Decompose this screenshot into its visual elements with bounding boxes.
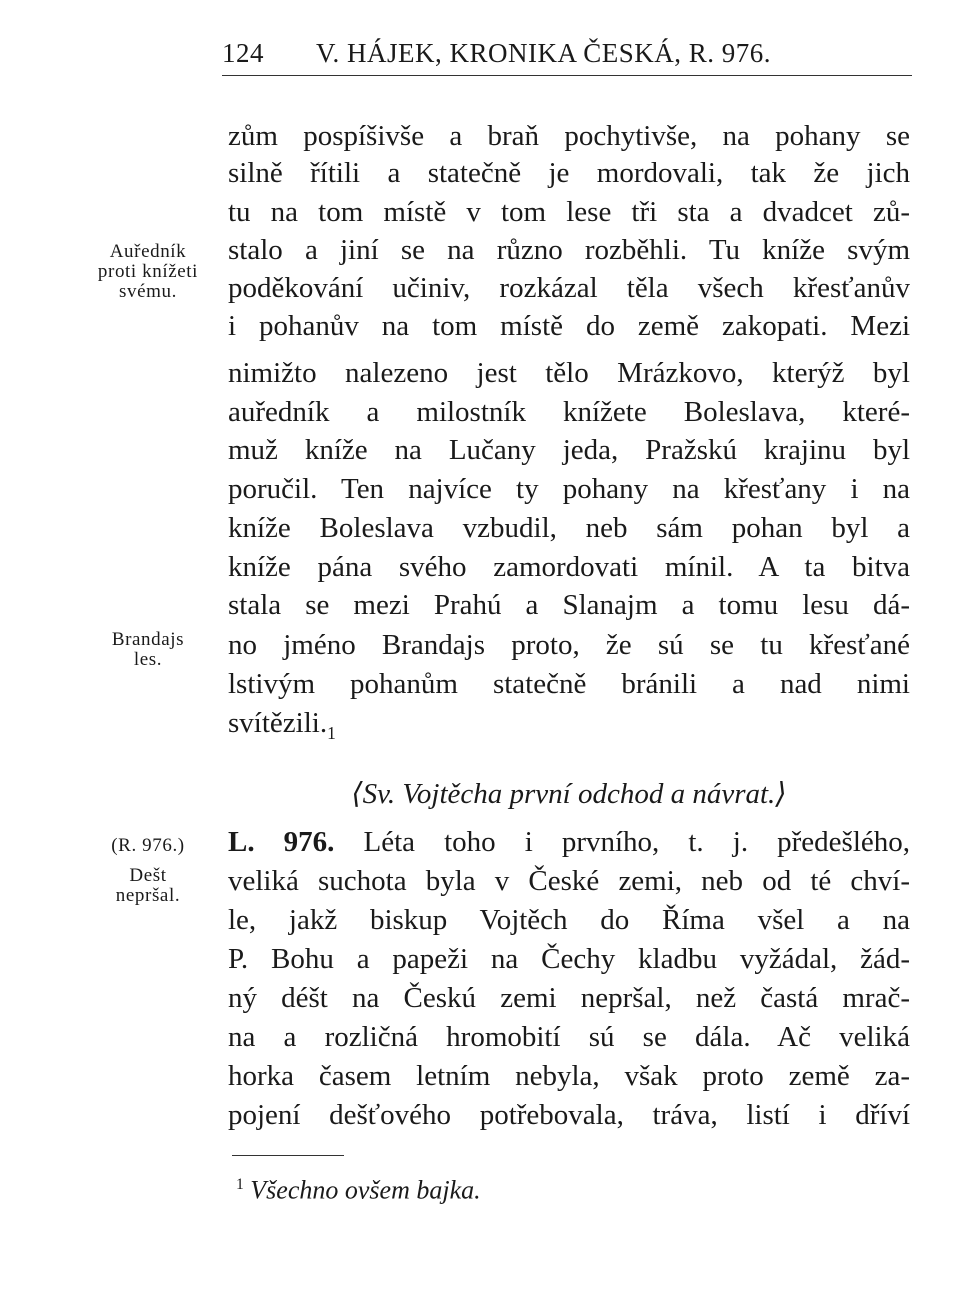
text-line: horka časem letním nebyla, však proto země za- [228, 1060, 910, 1092]
footnote-rule [232, 1155, 344, 1156]
text-line: pojení dešťového potřebovala, tráva, listí i dříví [228, 1099, 910, 1131]
text-line: le, jakž biskup Vojtěch do Říma všel a na [228, 904, 910, 936]
margin-note-line: (R. 976.) [111, 835, 185, 856]
text-line: veliká suchota byla v České zemi, neb od té chví- [228, 865, 910, 897]
margin-note-rain [82, 836, 214, 906]
text-line: P. Bohu a papeži na Čechy kladbu vyžádal, žád- [228, 943, 910, 975]
footnote-marker: 1 [327, 722, 336, 743]
footnote [236, 1170, 481, 1206]
text-line: poručil. Ten najvíce ty pohany na křesťany i na [228, 473, 910, 505]
text-line [228, 705, 910, 751]
text-line: stalo a jiní se na různo rozběhli. Tu kníže svým [228, 234, 910, 266]
text-line: kníže pána svého zamordovati mínil. A ta bitva [228, 551, 910, 583]
text-line: na a rozličná hromobití sú se dála. Ač veliká [228, 1021, 910, 1053]
section-subheading: ⟨Sv. Vojtěcha první odchod a návrat.⟩ [351, 778, 787, 810]
margin-note-line: proti knížeti [97, 261, 199, 282]
margin-note-line: svému. [119, 281, 177, 302]
footnote-text: Všechno ovšem bajka. [243, 1175, 481, 1205]
page-number: 124 [222, 38, 264, 68]
footnote-number: 1 [236, 1176, 244, 1193]
text-line: lstivým pohanům statečně bránili a nad nimi [228, 668, 910, 700]
margin-note-brandajs [82, 630, 214, 670]
header-rule [222, 75, 912, 76]
text-line: poděkování učiniv, rozkázal těla všech křesťanův [228, 272, 910, 304]
text-line: stala se mezi Prahú a Slanajm a tomu lesu dá- [228, 589, 910, 621]
text-line: kníže Boleslava vzbudil, neb sám pohan byl a [228, 512, 910, 544]
margin-note-line: Dešt [129, 865, 167, 886]
text-line: ný déšt na Českú zemi nepršal, než častá mrač- [228, 982, 910, 1014]
text-line: zům pospíšivše a braň pochytivše, na pohany se [228, 120, 910, 152]
text-line-content: svítězili. [228, 707, 328, 739]
margin-note-line: nepršal. [115, 885, 181, 906]
text-line: silně řítili a statečně je mordovali, tak že jich [228, 157, 910, 189]
text-line: no jméno Brandajs proto, že sú se tu křesťané [228, 629, 910, 661]
year-lead: L. 976. [228, 826, 335, 858]
text-line-content: Léta toho i prvního, t. j. předešlého, [334, 826, 910, 858]
margin-note-line: Brandajs [111, 629, 185, 650]
text-line: muž kníže na Lučany jeda, Pražskú krajinu byl [228, 434, 910, 466]
margin-note-line: Auředník [109, 241, 187, 262]
text-line: i pohanův na tom místě do země zakopati. Mezi [228, 310, 910, 342]
running-title: V. HÁJEK, KRONIKA ČESKÁ, R. 976. [316, 38, 772, 68]
text-line: tu na tom místě v tom lese tři sta a dvadcet zů- [228, 196, 910, 228]
text-line: nimižto nalezeno jest tělo Mrázkovo, kterýž byl [228, 357, 910, 389]
margin-note-auřednik [82, 242, 214, 302]
text-line: auředník a milostník knížete Boleslava, které- [228, 396, 910, 428]
margin-note-line: les. [133, 649, 163, 670]
text-line [228, 824, 910, 860]
